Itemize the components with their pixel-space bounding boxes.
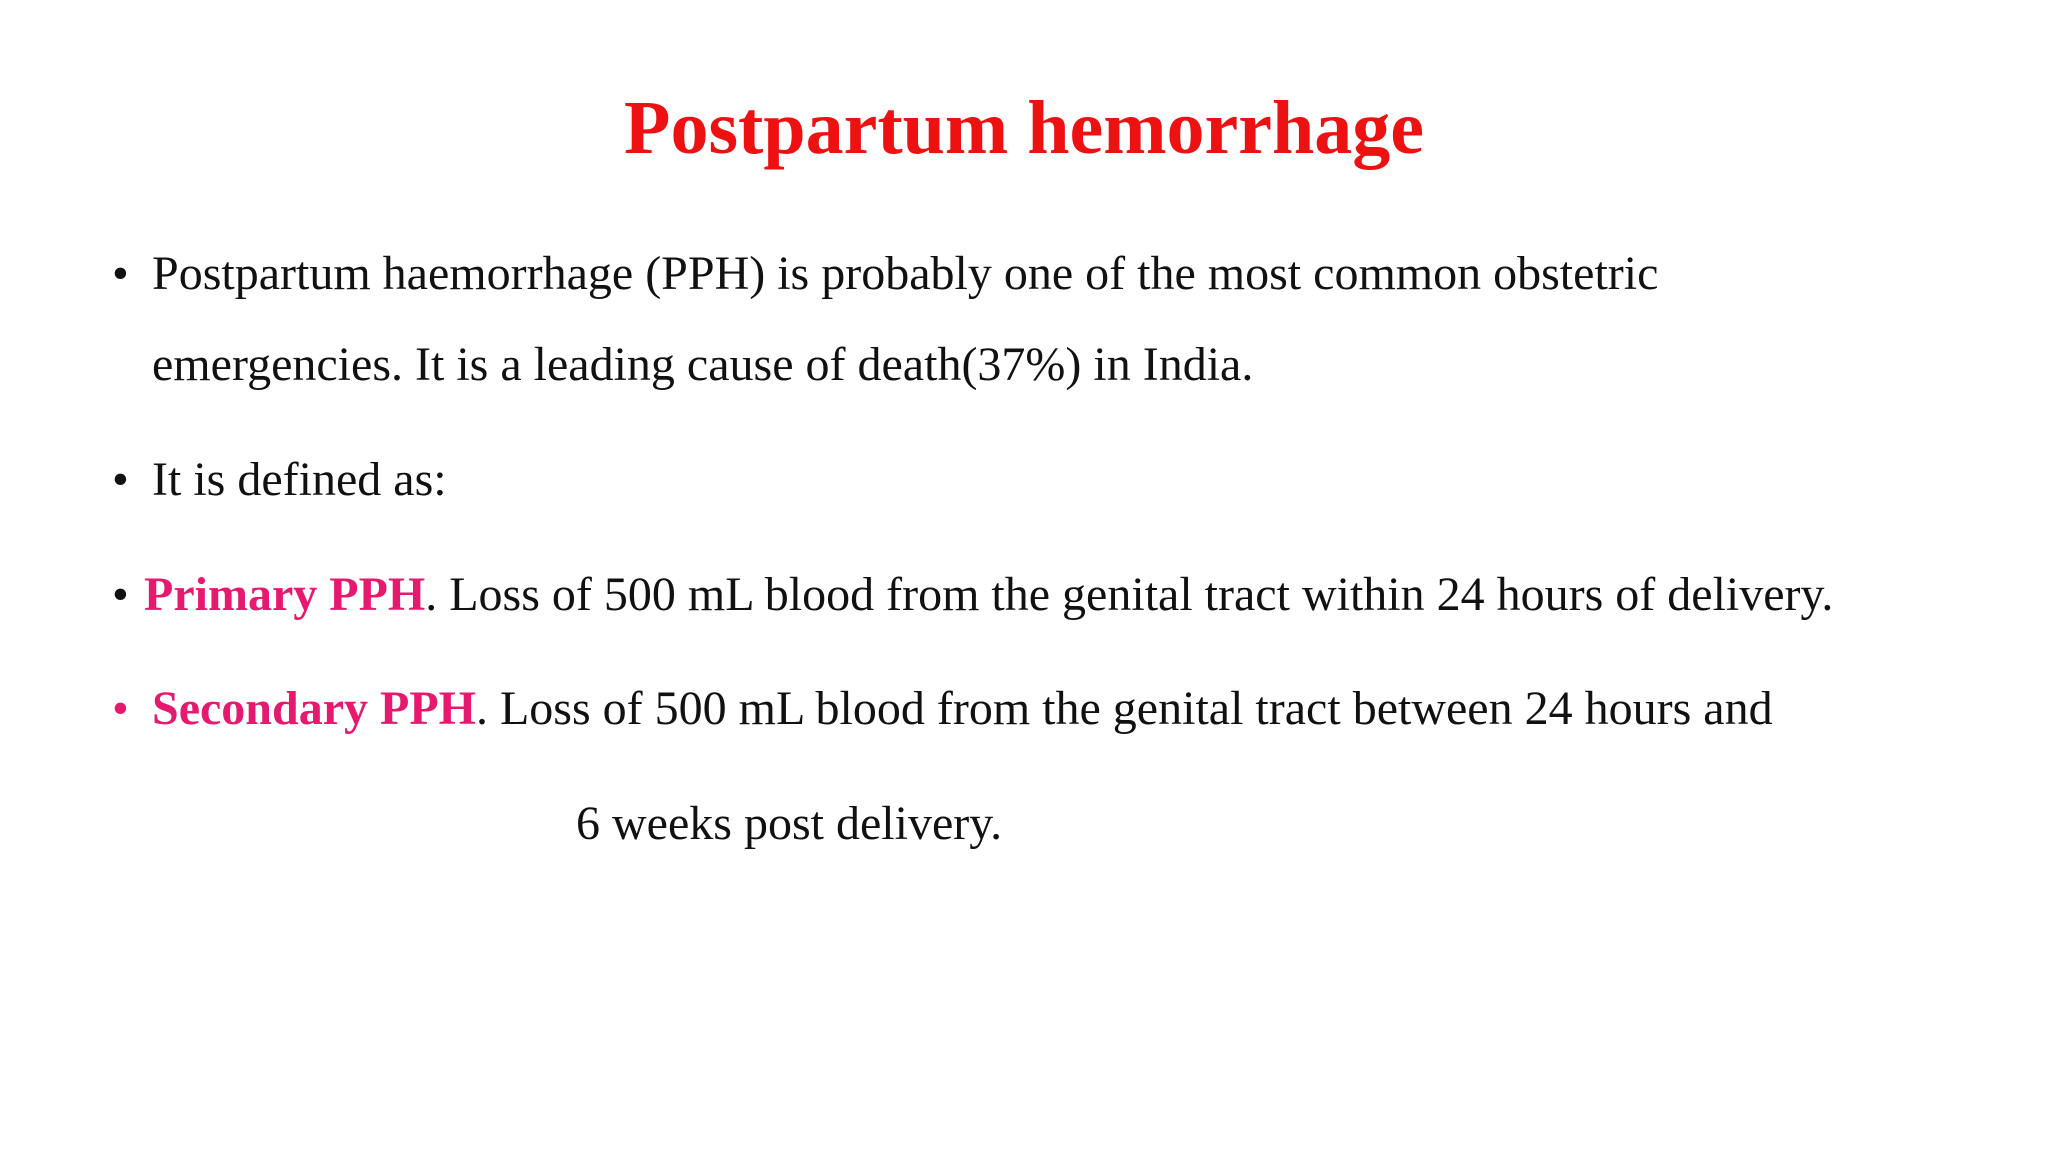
- point-2-line-1: It is defined as:: [152, 453, 447, 506]
- slide-title: Postpartum hemorrhage: [624, 86, 1424, 170]
- bullet-icon: •: [112, 682, 129, 735]
- primary-pph-term: Primary PPH: [144, 568, 426, 621]
- point-4-definition: [152, 679, 1773, 739]
- bullet-icon: •: [112, 453, 129, 506]
- secondary-pph-term: Secondary PPH: [152, 682, 476, 735]
- bullet-icon: •: [112, 247, 129, 300]
- secondary-pph-text: . Loss of 500 mL blood from the genital tract between 24 hours and: [475, 682, 1773, 735]
- primary-pph-text: . Loss of 500 mL blood from the genital tract within 24 hours of delivery.: [425, 568, 1834, 621]
- bullet-icon: •: [112, 568, 129, 621]
- point-1-line-2: emergencies. It is a leading cause of death(37%) in India.: [152, 338, 1254, 391]
- point-4-continuation: 6 weeks post delivery.: [576, 797, 1003, 850]
- point-1-line-1: Postpartum haemorrhage (PPH) is probably one of the most common obstetric: [152, 247, 1659, 300]
- point-3-definition: [144, 565, 1833, 625]
